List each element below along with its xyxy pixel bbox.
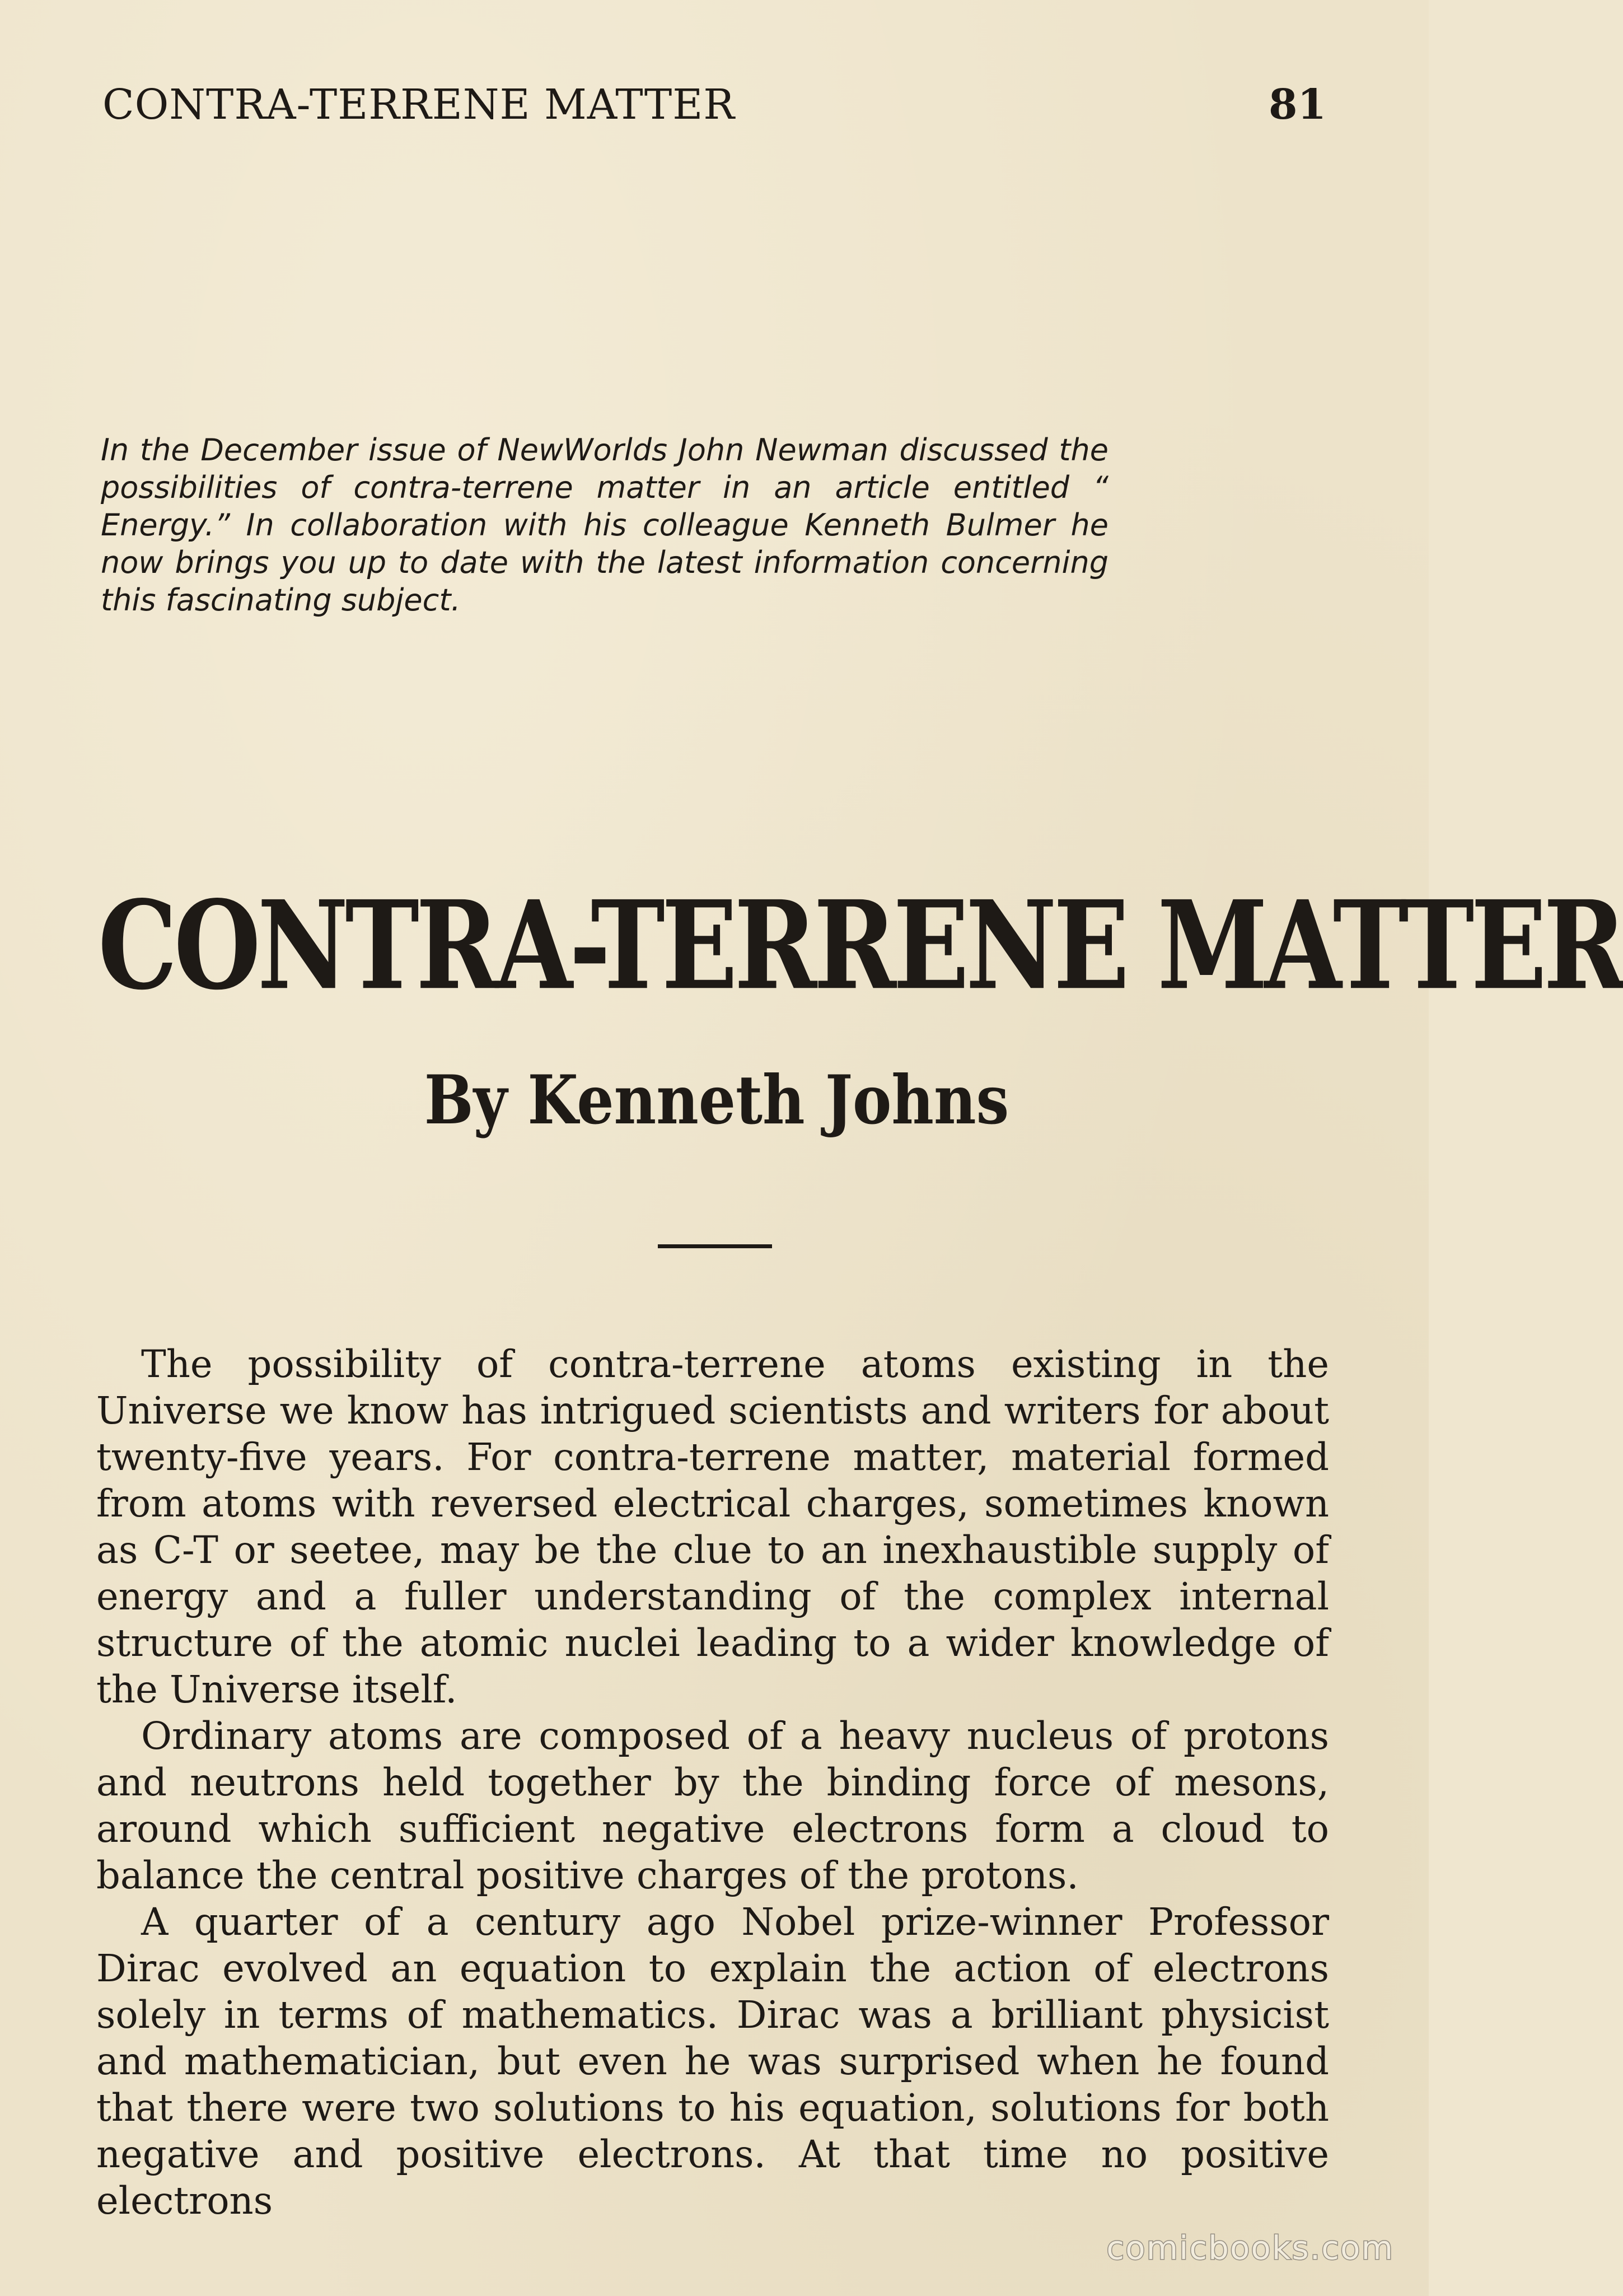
separator-rule <box>658 1244 772 1248</box>
watermark: comicbooks.com <box>1106 2229 1394 2267</box>
body-paragraph: A quarter of a century ago Nobel prize-winner Professor Dirac evolved an equation to explain the action of electrons solely in terms of mathematics. Dirac was a brilliant physicist and mathematician, but even he was surprised when he found that there were two solutions to his equation, solutions for both negative and positive electrons. At that time no positive electrons <box>96 1900 1329 2223</box>
page-number: 81 <box>1269 81 1326 129</box>
body-paragraph: Ordinary atoms are composed of a heavy nucleus of protons and neutrons held together by the binding force of mesons, around which sufficient negative electrons form a cloud to balance the central positive charges of the protons. <box>96 1714 1329 1897</box>
body-paragraph: The possibility of contra-terrene atoms existing in the Universe we know has intrigued scientists and writers for about twenty-five years. For contra-terrene matter, material formed from atoms with reversed electrical charges, sometimes known as C-T or seetee, may be the clue to an inexhaustible supply of energy and a fuller understanding of the complex internal structure of the atomic nuclei leading to a wider knowledge of the Universe itself. <box>96 1342 1329 1711</box>
intro-text: In the December issue of NewWorlds John Newman discussed the possibilities of contra-terrene matter in an article entitled “ Energy.” In collaboration with his colleague Kenneth Bulmer he now brings you up to date with the latest information concerning this fascinating subject. <box>101 432 1108 618</box>
article-title: CONTRA-TERRENE MATTER <box>98 874 1623 1017</box>
intro-blurb <box>101 431 1108 619</box>
byline: By Kenneth Johns <box>424 1060 1009 1140</box>
article-body <box>96 1341 1329 2224</box>
running-head: CONTRA-TERRENE MATTER <box>102 81 736 129</box>
